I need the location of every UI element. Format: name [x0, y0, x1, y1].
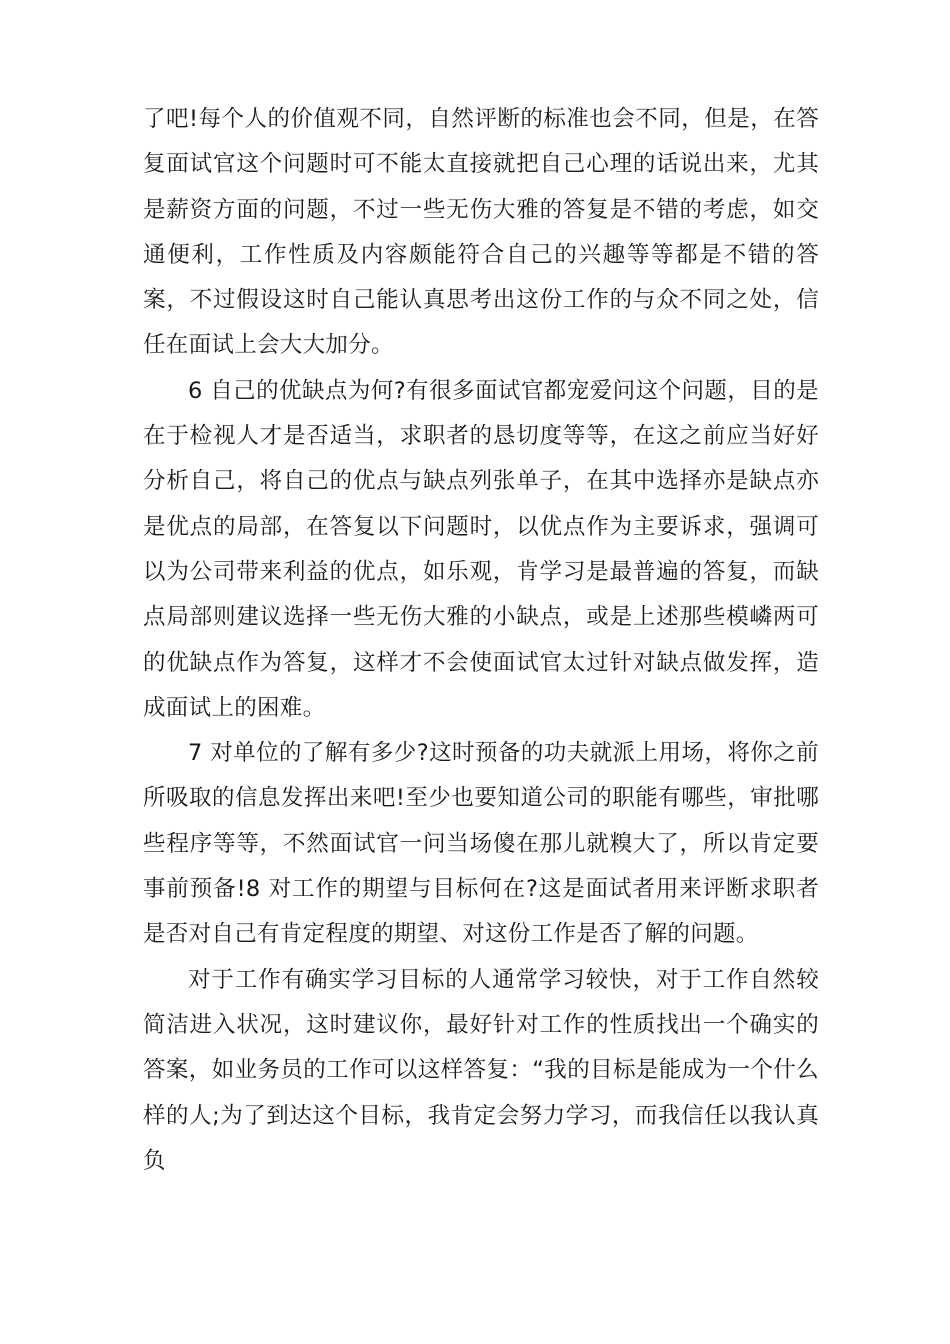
paragraph-2: 6 自己的优缺点为何?有很多面试官都宠爱问这个问题，目的是在于检视人才是否适当，求职者的恳切度等等，在这之前应当好好分析自己，将自己的优点与缺点列张单子，在其中选择亦是缺点亦是优点的局部，在答复以下问题时，以优点作为主要诉求，强调可以为公司带来利益的优点，如乐观，肯学习是最普遍的答复，而缺点局部则建议选择一些无伤大雅的小缺点，或是上述那些模嶙两可的优缺点作为答复，这样才不会使面试官太过针对缺点做发挥，造成面试上的困难。 [143, 377, 819, 721]
paragraph-3: 7 对单位的了解有多少?这时预备的功夫就派上用场，将你之前所吸取的信息发挥出来吧!至少也要知道公司的职能有哪些，审批哪些程序等等，不然面试官一问当场傻在那儿就糗大了，所以肯定要事前预备!8 对工作的期望与目标何在?这是面试者用来评断求职者是否对自己有肯定程度的期望、对这份工作是否了解的问题。 [143, 740, 819, 948]
document-body [143, 97, 819, 1184]
paragraph-4: 对于工作有确实学习目标的人通常学习较快，对于工作自然较简洁进入状况，这时建议你，最好针对工作的性质找出一个确实的答案，如业务员的工作可以这样答复：“我的目标是能成为一个什么样的人;为了到达这个目标，我肯定会努力学习，而我信任以我认真负 [143, 966, 819, 1174]
paragraph-1: 了吧!每个人的价值观不同，自然评断的标准也会不同，但是，在答复面试官这个问题时可不能太直接就把自己心理的话说出来，尤其是薪资方面的问题，不过一些无伤大雅的答复是不错的考虑，如交通便利，工作性质及内容颇能符合自己的兴趣等等都是不错的答案，不过假设这时自己能认真思考出这份工作的与众不同之处，信任在面试上会大大加分。 [143, 106, 819, 359]
